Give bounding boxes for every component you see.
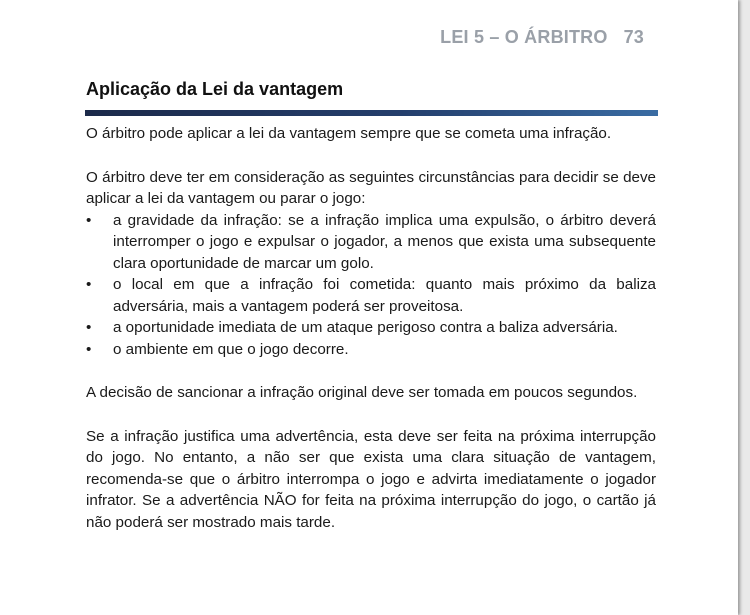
running-header-title: LEI 5 – O ÁRBITRO bbox=[440, 27, 608, 47]
list-item bbox=[86, 210, 656, 275]
paragraph-intro: O árbitro pode aplicar a lei da vantagem sempre que se cometa uma infração. bbox=[86, 125, 612, 142]
running-header bbox=[440, 27, 644, 48]
section-title: Aplicação da Lei da vantagem bbox=[86, 79, 344, 99]
title-rule bbox=[85, 110, 658, 116]
bullet-marker: • bbox=[86, 211, 92, 229]
paragraph-decision: A decisão de sancionar a infração original deve ser tomada em poucos segundos. bbox=[86, 384, 638, 401]
bullet-marker: • bbox=[86, 340, 92, 358]
list-item-text: o local em que a infração foi cometida: quanto mais próximo da baliza adversária, mais a vantagem poderá ser proveitosa. bbox=[113, 276, 656, 315]
bullet-marker: • bbox=[86, 319, 92, 336]
bullet-marker: • bbox=[86, 276, 92, 293]
body-text bbox=[86, 123, 656, 533]
paragraph-caution: Se a infração justifica uma advertência, esta deve ser feita na próxima interrupção do jogo. No entanto, a não ser que exista uma clara situação de vantagem, recomenda-se que o árbitro interrompa o jogo e advirta imediatamente o jogador infrator. Se a advertência NÃO for feita na próxima interrupção do jogo, o cartão já não poderá ser mostrado mais tarde. bbox=[86, 427, 656, 531]
list-item-text: a oportunidade imediata de um ataque perigoso contra a baliza adversária. bbox=[113, 319, 618, 336]
list-item-text: a gravidade da infração: se a infração implica uma expulsão, o árbitro deverá interromper o jogo e expulsar o jogador, a menos que exista uma subsequente clara oportunidade de marcar um golo. bbox=[113, 211, 656, 272]
page-number: 73 bbox=[623, 27, 644, 47]
paragraph-circumstances: O árbitro deve ter em consideração as seguintes circunstâncias para decidir se deve aplicar a lei da vantagem ou parar o jogo: bbox=[86, 168, 656, 207]
list-item bbox=[86, 339, 656, 361]
circumstances-list bbox=[86, 210, 656, 361]
list-item bbox=[86, 317, 656, 339]
list-item bbox=[86, 274, 656, 317]
list-item-text: o ambiente em que o jogo decorre. bbox=[113, 340, 349, 358]
